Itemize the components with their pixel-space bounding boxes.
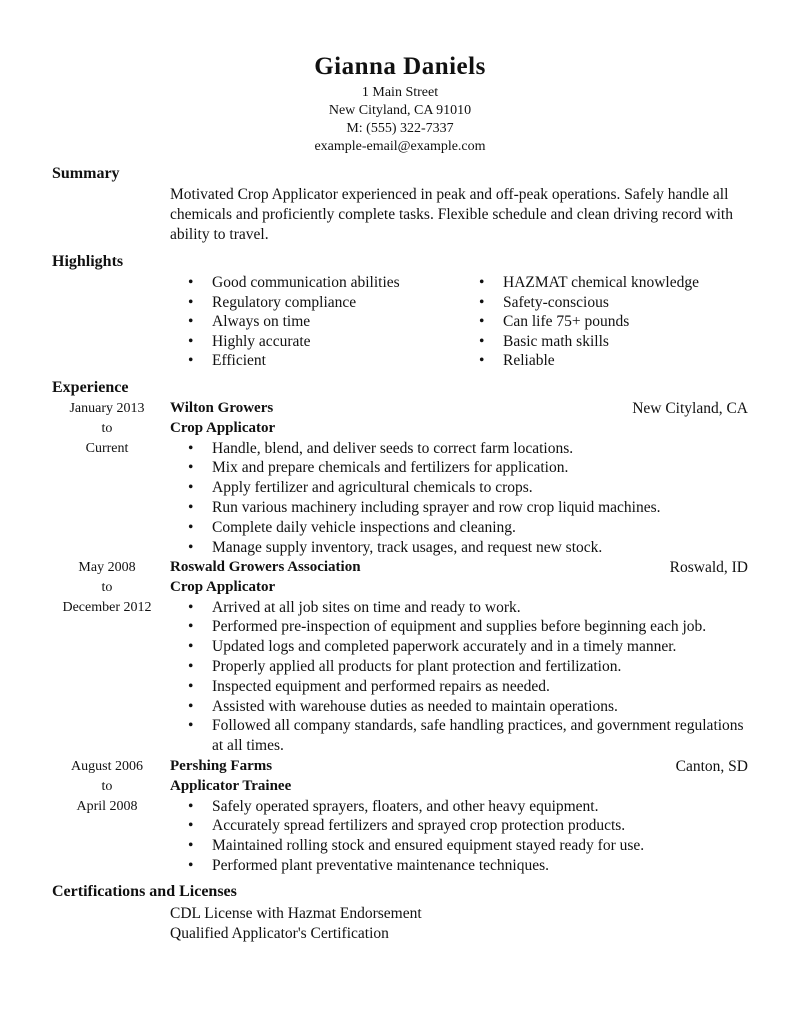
job-duty: • Maintained rolling stock and ensured equipment stayed ready for use. (170, 836, 748, 856)
summary-heading: Summary (52, 165, 120, 182)
job-duty: • Handle, blend, and deliver seeds to correct farm locations. (170, 439, 748, 459)
job-dates (52, 757, 162, 816)
certification-item: CDL License with Hazmat Endorsement (170, 905, 422, 922)
certifications-list (170, 904, 422, 944)
highlight-item: • Reliable (461, 351, 751, 371)
job-duty: • Properly applied all products for plant protection and fertilization. (170, 657, 748, 677)
job-duty: • Run various machinery including sprayer and row crop liquid machines. (170, 498, 748, 518)
highlight-item: • Efficient (170, 351, 450, 371)
job-duty: • Arrived at all job sites on time and ready to work. (170, 598, 748, 618)
job-start-date: May 2008 (78, 560, 136, 575)
job-duty: • Assisted with warehouse duties as needed to maintain operations. (170, 697, 748, 717)
job-duties (170, 797, 748, 876)
job-dates (52, 558, 162, 617)
job-date-separator: to (101, 420, 113, 436)
job-details (170, 757, 748, 876)
summary-text: Motivated Crop Applicator experienced in peak and off-peak operations. Safely handle all chemicals and proficiently complete tasks. Flexible schedule and clean driving record with ability to travel. (170, 186, 733, 243)
job-dates (52, 399, 162, 458)
resume-header (0, 52, 800, 156)
street-address: 1 Main Street (361, 85, 439, 100)
job-location: Canton, SD (675, 758, 748, 775)
job-company: Roswald Growers Association (170, 559, 361, 575)
certifications-heading: Certifications and Licenses (52, 883, 237, 900)
highlight-item: • Always on time (170, 312, 450, 332)
certification-item: Qualified Applicator's Certification (170, 925, 389, 942)
job-location: New Cityland, CA (632, 400, 748, 417)
job-duty: • Updated logs and completed paperwork accurately and in a timely manner. (170, 637, 748, 657)
job-duties (170, 598, 748, 756)
job-duty: • Safely operated sprayers, floaters, and other heavy equipment. (170, 797, 748, 817)
job-duty: • Manage supply inventory, track usages, and request new stock. (170, 538, 748, 558)
city-state-zip: New Cityland, CA 91010 (328, 103, 472, 118)
job-details (170, 399, 748, 557)
job-role: Applicator Trainee (170, 777, 292, 794)
job-start-date: January 2013 (69, 401, 145, 416)
highlight-item: • Regulatory compliance (170, 293, 450, 313)
job-role: Crop Applicator (170, 419, 276, 436)
highlight-item: • Can life 75+ pounds (461, 312, 751, 332)
job-location: Roswald, ID (669, 559, 748, 576)
job-duty: • Mix and prepare chemicals and fertilizers for application. (170, 458, 748, 478)
job-company: Wilton Growers (170, 400, 274, 416)
candidate-name: Gianna Daniels (314, 53, 486, 80)
highlight-item: • Basic math skills (461, 332, 751, 352)
job-start-date: August 2006 (71, 759, 143, 774)
job-company: Pershing Farms (170, 758, 273, 774)
highlight-item: • Highly accurate (170, 332, 450, 352)
job-date-separator: to (101, 579, 113, 595)
highlight-item: • Good communication abilities (170, 273, 450, 293)
job-role: Crop Applicator (170, 578, 276, 595)
job-duty: • Accurately spread fertilizers and sprayed crop protection products. (170, 816, 748, 836)
highlight-item: • Safety-conscious (461, 293, 751, 313)
email-address[interactable]: example-email@example.com (314, 139, 486, 154)
job-end-date: Current (85, 440, 129, 456)
job-duty: • Complete daily vehicle inspections and cleaning. (170, 518, 748, 538)
job-end-date: December 2012 (62, 599, 152, 615)
job-duty: • Performed plant preventative maintenance techniques. (170, 856, 748, 876)
experience-heading: Experience (52, 379, 129, 396)
highlights-list-right (461, 273, 751, 371)
highlight-item: • HAZMAT chemical knowledge (461, 273, 751, 293)
job-end-date: April 2008 (76, 798, 138, 814)
highlights-list-left (170, 273, 450, 371)
job-details (170, 558, 748, 756)
job-duty: • Followed all company standards, safe handling practices, and government regulations at all times. (170, 716, 748, 756)
job-duty: • Inspected equipment and performed repairs as needed. (170, 677, 748, 697)
highlights-heading: Highlights (52, 253, 124, 270)
job-date-separator: to (101, 778, 113, 794)
job-duties (170, 439, 748, 558)
phone-number: M: (555) 322-7337 (346, 121, 454, 136)
job-duty: • Apply fertilizer and agricultural chemicals to crops. (170, 478, 748, 498)
job-duty: • Performed pre-inspection of equipment and supplies before beginning each job. (170, 617, 748, 637)
